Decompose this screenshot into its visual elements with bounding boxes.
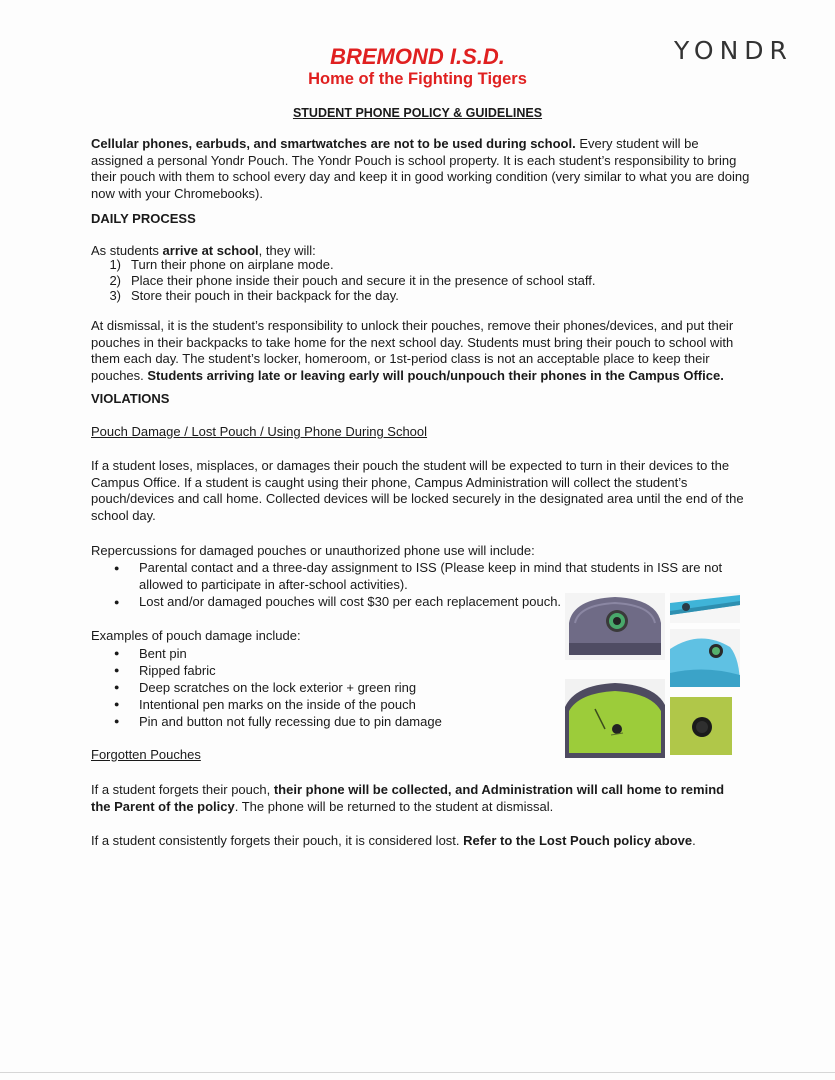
violations-heading: VIOLATIONS — [91, 391, 170, 406]
daily-lead-bold: arrive at school — [162, 243, 259, 258]
yondr-logo: YONDR — [674, 36, 793, 65]
repercussions-lead: Repercussions for damaged pouches or unauthorized phone use will include: — [91, 543, 535, 558]
step-number: 3) — [109, 288, 121, 303]
lost-paragraph — [91, 833, 771, 850]
example-item: ● Intentional pen marks on the inside of the pouch — [91, 696, 551, 713]
pouch-damage-photos — [565, 593, 740, 758]
daily-lead-pre: As students — [91, 243, 163, 258]
example-item: ● Ripped fabric — [91, 662, 551, 679]
examples-list — [91, 645, 551, 730]
intro-text: Every student will be assigned a personal Yondr Pouch. The Yondr Pouch is school property. It is each student’s responsibility to bring their pouch with them to school every day and keep it in good working condition (very similar to what you are doing now with your Chromebooks). — [91, 136, 750, 201]
green-pouch-inside-photo — [565, 679, 665, 758]
school-name: BREMOND I.S.D. — [330, 44, 505, 69]
intro-bold: Cellular phones, earbuds, and smartwatches are not to be used during school. — [91, 136, 576, 151]
lost-post: . — [692, 833, 696, 848]
dismissal-bold: Students arriving late or leaving early will pouch/unpouch their phones in the Campus Office. — [147, 367, 724, 383]
daily-lead-post: , they will: — [258, 243, 316, 258]
forgotten-paragraph — [91, 782, 741, 815]
example-item: ● Bent pin — [91, 645, 551, 662]
damage-subheading: Pouch Damage / Lost Pouch / Using Phone During School — [91, 424, 428, 439]
forgotten-subheading: Forgotten Pouches — [91, 747, 201, 762]
repercussion-item: ● Lost and/or damaged pouches will cost $30 per each replacement pouch. — [91, 594, 741, 611]
teal-pouch-lock-photo — [670, 629, 740, 687]
daily-process-heading: DAILY PROCESS — [91, 211, 196, 226]
step-text: Place their phone inside their pouch and secure it in the presence of school staff. — [131, 272, 596, 288]
example-item: ● Deep scratches on the lock exterior + green ring — [91, 679, 551, 696]
document-title: STUDENT PHONE POLICY & GUIDELINES — [292, 106, 543, 120]
dismissal-paragraph — [91, 318, 751, 384]
step-item — [95, 273, 595, 289]
daily-steps-list — [95, 257, 595, 304]
worn-pouch-photo — [565, 593, 665, 660]
step-number: 1) — [109, 257, 121, 272]
repercussion-item: ● Parental contact and a three-day assignment to ISS (Please keep in mind that students in ISS are not allowed to participate in after-school activities). — [91, 560, 741, 593]
school-motto: Home of the Fighting Tigers — [308, 70, 527, 88]
intro-paragraph — [91, 136, 751, 202]
damage-paragraph: If a student loses, misplaces, or damages their pouch the student will be expected to turn in their devices to the Campus Office. If a student is caught using their phone, Campus Administration will collect the student’s pouch/devices and call home. Collected devices will be locked securely in the designated area until the end of the school day. — [91, 458, 744, 523]
lost-bold: Refer to the Lost Pouch policy above — [463, 833, 693, 848]
forgot-pre: If a student forgets their pouch, — [91, 782, 274, 797]
step-text: Store their pouch in their backpack for the day. — [131, 288, 399, 303]
forgot-bold: their phone will be collected, and Administration will call home to remind the Parent of the policy — [91, 782, 725, 814]
step-item — [95, 288, 595, 304]
lost-pre: If a student consistently forgets their pouch, it is considered lost. — [91, 833, 464, 848]
step-item — [95, 257, 595, 273]
green-fabric-pin-photo — [670, 697, 732, 755]
forgot-post: . The phone will be returned to the student at dismissal. — [234, 798, 554, 814]
step-text: Turn their phone on airplane mode. — [131, 257, 334, 272]
examples-lead: Examples of pouch damage include: — [91, 628, 301, 643]
step-number: 2) — [109, 272, 121, 288]
teal-pouch-edge-photo — [670, 593, 740, 623]
scan-edge-line — [0, 1072, 835, 1073]
dismissal-text: At dismissal, it is the student’s responsibility to unlock their pouches, remove their phones/devices, and put their pouches in their backpacks to take home for the next school day. Students must bring their pouch to school with them each day. The student’s locker, homeroom, or 1st-period class is not an acceptable place to keep their pouches. — [91, 318, 734, 383]
example-item: ● Pin and button not fully recessing due to pin damage — [91, 713, 551, 730]
